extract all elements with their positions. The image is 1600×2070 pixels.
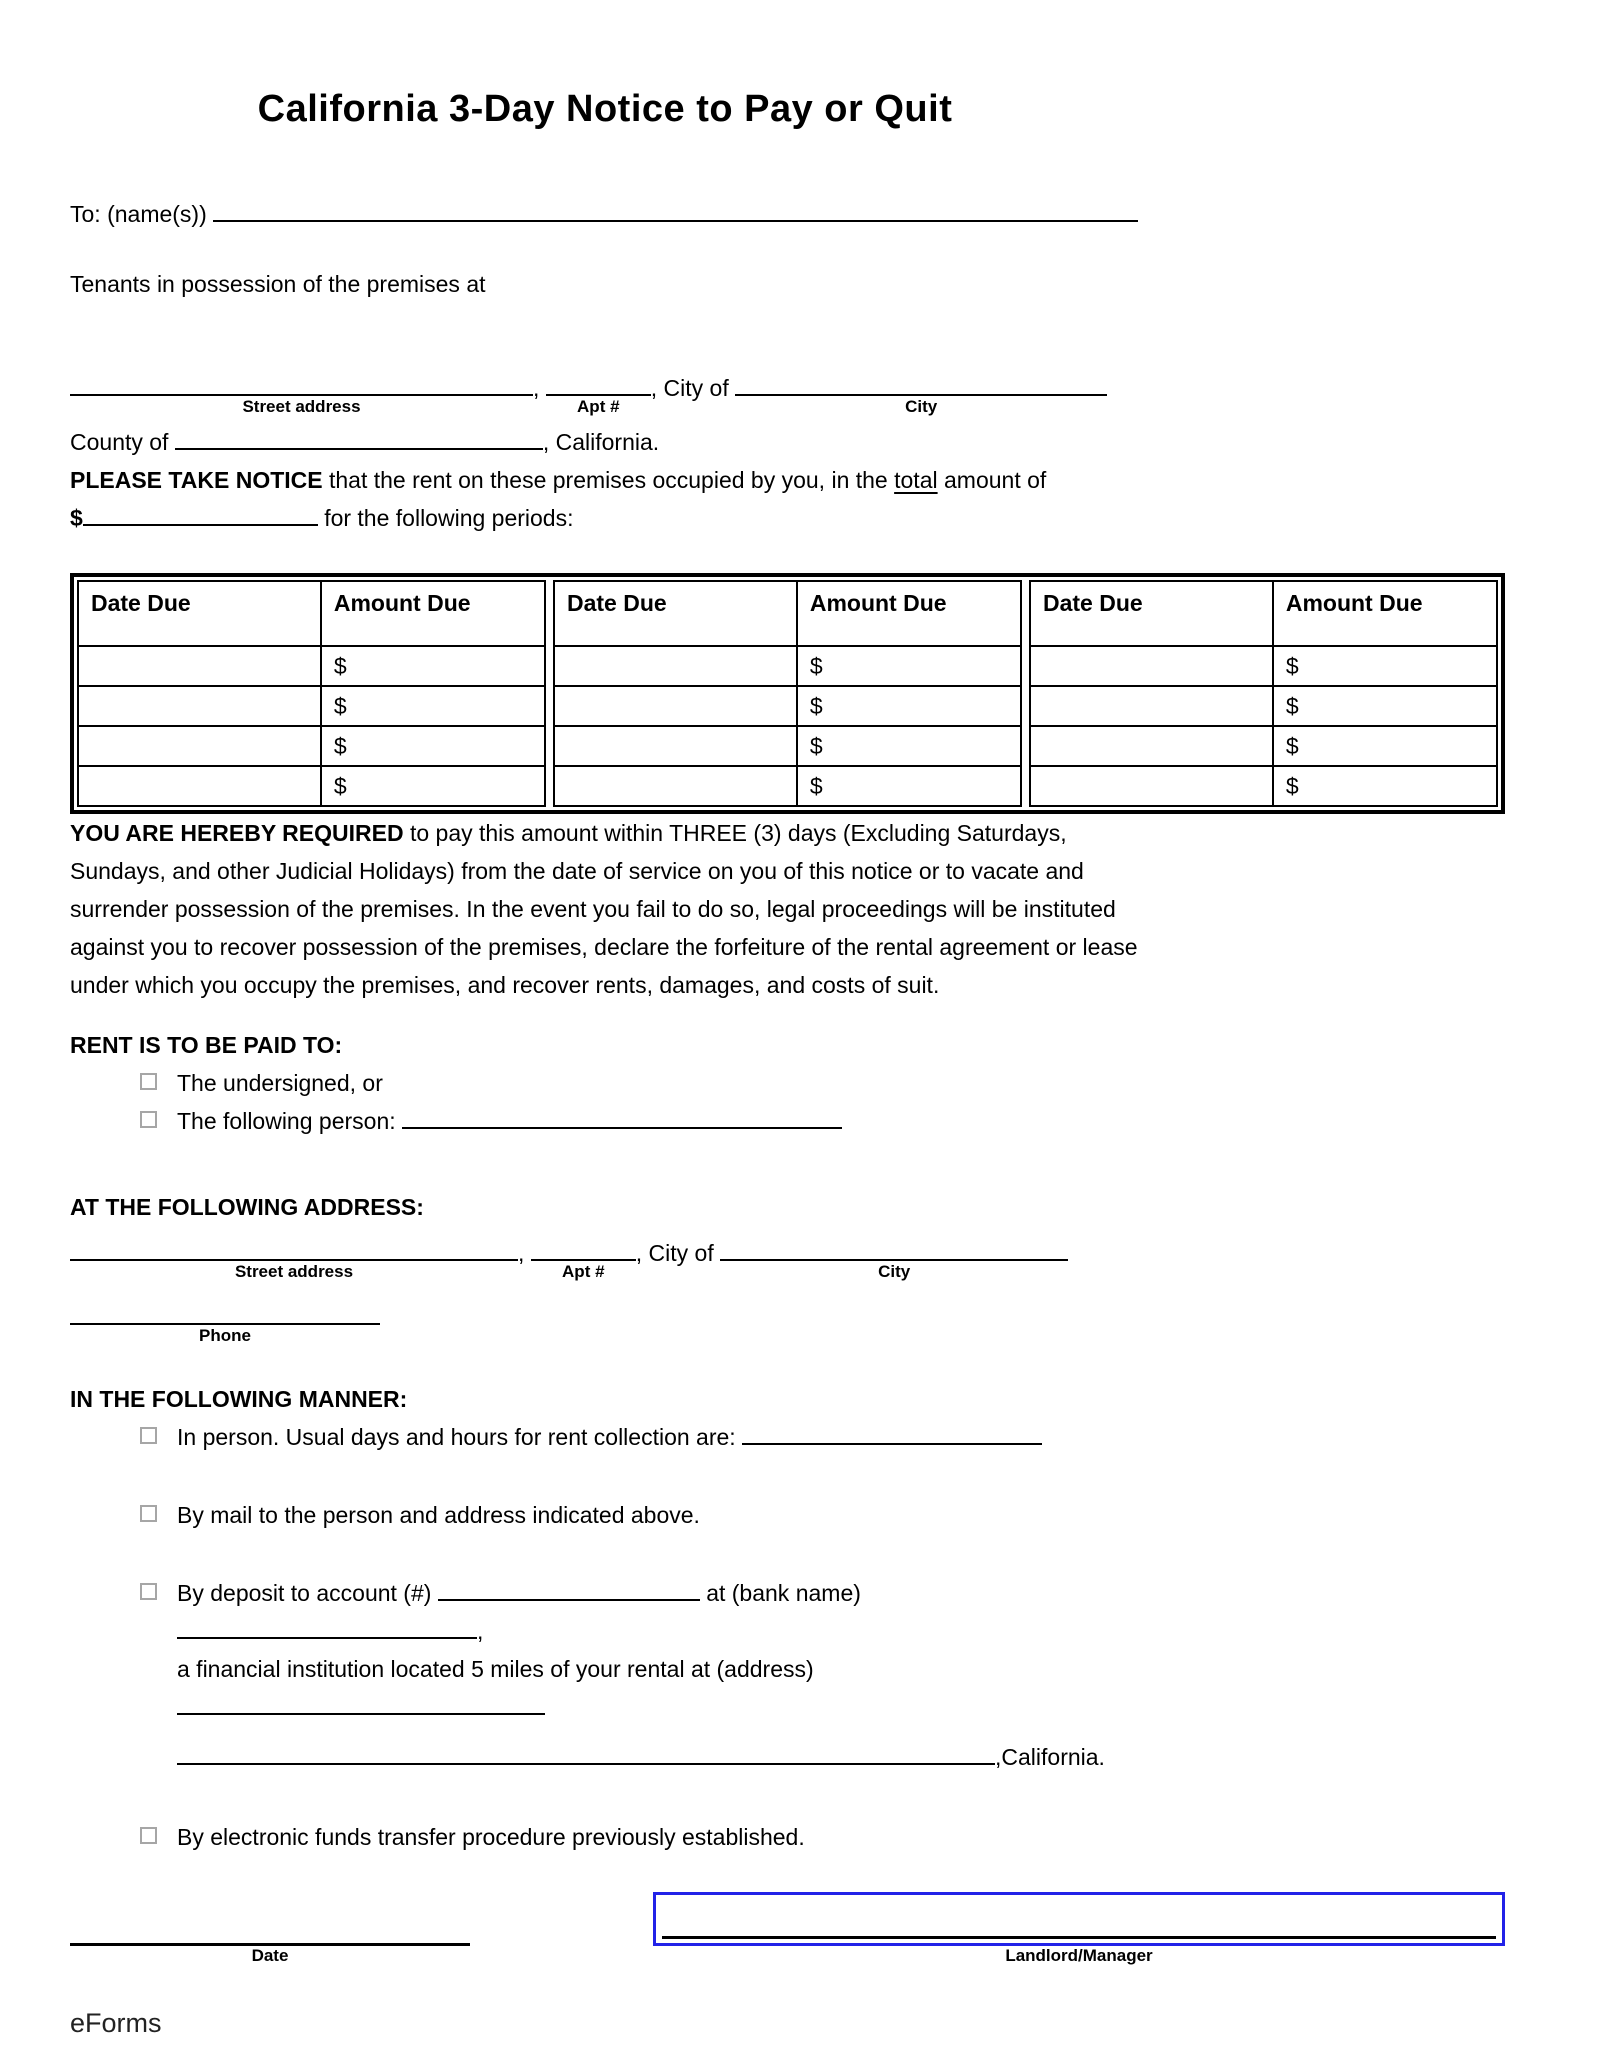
notice-body-a: that the rent on these premises occupied by you, in the [329, 467, 888, 493]
apt-label: Apt # [562, 1262, 605, 1281]
date-due-cell[interactable] [554, 766, 797, 806]
amount-due-header: Amount Due [797, 581, 1021, 646]
premises-address-row [70, 369, 1140, 416]
payment-address-row [70, 1234, 1140, 1281]
option-in-person-row [140, 1418, 1140, 1456]
option-following-person-row [140, 1102, 1140, 1140]
date-due-cell[interactable] [1030, 686, 1273, 726]
account-number-input-line[interactable] [438, 1586, 700, 1601]
option-by-deposit-row [140, 1574, 1140, 1776]
notice-body-b: amount of [944, 467, 1047, 493]
option-undersigned-row [140, 1064, 1140, 1102]
city-of-text: , City of [635, 1240, 714, 1266]
by-mail-label: By mail to the person and address indicated above. [177, 1502, 700, 1528]
dollar-sign: $ [1285, 692, 1299, 719]
date-due-cell[interactable] [78, 726, 321, 766]
street-address-label: Street address [234, 1262, 354, 1281]
total-amount-input-line[interactable] [83, 511, 318, 526]
at-following-address-heading: AT THE FOLLOWING ADDRESS: [70, 1194, 424, 1220]
dollar-sign: $ [809, 732, 823, 759]
payment-street-input-line[interactable] [70, 1246, 518, 1281]
amount-due-cell[interactable] [321, 766, 545, 806]
by-deposit-checkbox[interactable] [140, 1583, 157, 1600]
amount-due-cell[interactable] [797, 726, 1021, 766]
by-mail-checkbox[interactable] [140, 1505, 157, 1522]
amount-due-cell[interactable] [1273, 726, 1497, 766]
amount-due-cell[interactable] [321, 686, 545, 726]
date-due-cell[interactable] [554, 726, 797, 766]
notice-body-c: for the following periods: [324, 505, 574, 531]
dollar-sign: $ [333, 652, 347, 679]
amount-due-header: Amount Due [1273, 581, 1497, 646]
dollar-sign: $ [70, 505, 83, 531]
rent-table-group-2 [553, 580, 1022, 807]
date-due-cell[interactable] [78, 646, 321, 686]
dollar-sign: $ [333, 772, 347, 799]
please-take-notice-paragraph [70, 461, 1140, 537]
date-due-cell[interactable] [1030, 766, 1273, 806]
amount-due-cell[interactable] [797, 766, 1021, 806]
date-label: Date [251, 1946, 289, 1965]
dollar-sign: $ [809, 772, 823, 799]
city-of-text: , City of [650, 375, 729, 401]
county-row [70, 423, 1140, 461]
payment-apt-input-line[interactable] [531, 1246, 636, 1281]
in-person-label: In person. Usual days and hours for rent collection are: [177, 1424, 736, 1450]
following-person-checkbox[interactable] [140, 1111, 157, 1128]
landlord-signature-field[interactable] [653, 1892, 1505, 1965]
collection-hours-input-line[interactable] [742, 1430, 1042, 1445]
date-due-cell[interactable] [78, 766, 321, 806]
dollar-sign: $ [1285, 732, 1299, 759]
amount-due-cell[interactable] [1273, 646, 1497, 686]
phone-row [70, 1298, 1140, 1345]
bank-address-input-line-1[interactable] [177, 1700, 545, 1715]
phone-input-line[interactable] [70, 1310, 380, 1345]
notice-lead: PLEASE TAKE NOTICE [70, 467, 323, 493]
deposit-label-a: By deposit to account (#) [177, 1580, 432, 1606]
amount-due-cell[interactable] [1273, 686, 1497, 726]
city-label: City [905, 397, 938, 416]
undersigned-label: The undersigned, or [177, 1070, 383, 1096]
apt-label: Apt # [577, 397, 620, 416]
eft-label: By electronic funds transfer procedure previously established. [177, 1824, 805, 1850]
tenants-line: Tenants in possession of the premises at [70, 271, 486, 297]
date-due-header: Date Due [1030, 581, 1273, 646]
dollar-sign: $ [1285, 652, 1299, 679]
total-underlined: total [894, 467, 938, 493]
page-title: California 3-Day Notice to Pay or Quit [257, 88, 953, 130]
amount-due-cell[interactable] [797, 686, 1021, 726]
date-due-cell[interactable] [78, 686, 321, 726]
date-input-line[interactable] [70, 1930, 470, 1965]
in-person-checkbox[interactable] [140, 1427, 157, 1444]
payment-city-input-line[interactable] [720, 1246, 1068, 1281]
amount-due-cell[interactable] [321, 646, 545, 686]
in-following-manner-heading: IN THE FOLLOWING MANNER: [70, 1386, 408, 1412]
date-due-header: Date Due [78, 581, 321, 646]
california-suffix: , California. [542, 429, 660, 455]
hereby-required-paragraph [70, 814, 1140, 1004]
date-due-cell[interactable] [1030, 646, 1273, 686]
option-eft-row [140, 1818, 1140, 1856]
amount-due-header: Amount Due [321, 581, 545, 646]
comma: , [477, 1618, 484, 1644]
date-due-cell[interactable] [1030, 726, 1273, 766]
following-person-input-line[interactable] [402, 1114, 842, 1129]
demand-body: to pay this amount within THREE (3) days (Excluding Saturdays, Sundays, and other Judicial Holidays) from the date of service on you of this notice or to vacate and surrender possession of the premises. In the event you fail to do so, legal proceedings will be instituted against you to recover possession of the premises, declare the forfeiture of the rental agreement or lease under which you occupy the premises, and recover rents, damages, and costs of suit. [70, 820, 1138, 998]
rent-paid-to-heading: RENT IS TO BE PAID TO: [70, 1032, 343, 1058]
eft-checkbox[interactable] [140, 1827, 157, 1844]
landlord-manager-label: Landlord/Manager [1005, 1946, 1153, 1965]
comma: , [518, 1240, 525, 1266]
county-label: County of [70, 429, 169, 455]
bank-name-input-line[interactable] [177, 1624, 477, 1639]
dollar-sign: $ [809, 692, 823, 719]
date-due-header: Date Due [554, 581, 797, 646]
to-label: To: (name(s)) [70, 201, 207, 227]
deposit-label-c: a financial institution located 5 miles of your rental at (address) [177, 1656, 814, 1682]
bank-address-input-line-2[interactable] [177, 1750, 995, 1765]
eforms-logo: eForms [70, 2008, 162, 2038]
street-address-label: Street address [242, 397, 361, 416]
option-by-mail-row [140, 1496, 1140, 1534]
amount-due-cell[interactable] [321, 726, 545, 766]
amount-due-cell[interactable] [797, 646, 1021, 686]
rent-table-group-3 [1029, 580, 1498, 807]
date-due-cell[interactable] [554, 686, 797, 726]
undersigned-checkbox[interactable] [140, 1073, 157, 1090]
following-person-label: The following person: [177, 1108, 396, 1134]
rent-periods-table [70, 573, 1505, 814]
premises-city-input-line[interactable] [735, 381, 1107, 416]
premises-street-input-line[interactable] [70, 381, 533, 416]
demand-lead: YOU ARE HEREBY REQUIRED [70, 820, 404, 846]
dollar-sign: $ [1285, 772, 1299, 799]
dollar-sign: $ [809, 652, 823, 679]
phone-label: Phone [199, 1326, 251, 1345]
date-due-cell[interactable] [554, 646, 797, 686]
to-names-input-line[interactable] [213, 207, 1138, 222]
county-input-line[interactable] [175, 435, 543, 450]
deposit-label-b: at (bank name) [706, 1580, 861, 1606]
deposit-california-suffix: ,California. [995, 1744, 1105, 1770]
signature-row [70, 1892, 1505, 1965]
premises-apt-input-line[interactable] [546, 381, 651, 416]
amount-due-cell[interactable] [1273, 766, 1497, 806]
dollar-sign: $ [333, 692, 347, 719]
comma: , [533, 375, 540, 401]
city-label: City [878, 1262, 911, 1281]
rent-table-group-1 [77, 580, 546, 807]
to-names-row [70, 195, 1140, 233]
dollar-sign: $ [333, 732, 347, 759]
